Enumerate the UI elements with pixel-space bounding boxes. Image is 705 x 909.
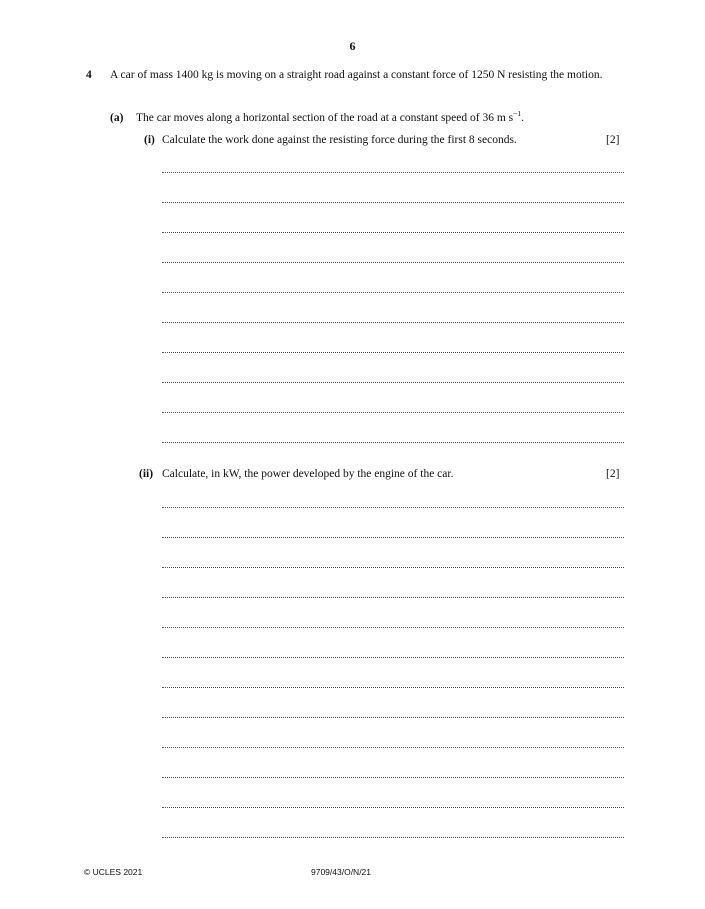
answer-line[interactable] [162,657,624,658]
answer-line[interactable] [162,412,624,413]
answer-line[interactable] [162,382,624,383]
sub-part-ii-marks: [2] [606,468,620,480]
answer-line[interactable] [162,777,624,778]
answer-line[interactable] [162,687,624,688]
answer-line[interactable] [162,352,624,353]
answer-line[interactable] [162,172,624,173]
part-a-text-end: . [521,112,525,124]
part-a-label: (a) [110,112,124,124]
part-a-text-main: The car moves along a horizontal section of the road at a constant speed of 36 m s [136,112,514,124]
answer-line[interactable] [162,507,624,508]
sub-part-i-label: (i) [144,134,155,146]
answer-line[interactable] [162,627,624,628]
answer-line[interactable] [162,567,624,568]
sub-part-i-text: Calculate the work done against the resisting force during the first 8 seconds. [162,134,517,146]
footer-copyright: © UCLES 2021 [84,867,143,877]
page-number: 6 [349,39,356,53]
part-a-text [136,109,525,124]
footer-paper-code: 9709/43/O/N/21 [311,867,372,877]
answer-line[interactable] [162,747,624,748]
sub-part-ii-label: (ii) [139,468,154,480]
answer-line[interactable] [162,232,624,233]
answer-line[interactable] [162,717,624,718]
answer-line[interactable] [162,322,624,323]
answer-line[interactable] [162,537,624,538]
answer-line[interactable] [162,292,624,293]
answer-line[interactable] [162,442,624,443]
answer-line[interactable] [162,597,624,598]
answer-line[interactable] [162,807,624,808]
answer-line[interactable] [162,262,624,263]
answer-line[interactable] [162,202,624,203]
question-text: A car of mass 1400 kg is moving on a straight road against a constant force of 1250 N resisting the motion. [110,69,603,81]
part-a-exponent: −1 [513,109,522,119]
question-number: 4 [86,69,92,81]
sub-part-ii-text: Calculate, in kW, the power developed by the engine of the car. [162,468,454,480]
sub-part-i-marks: [2] [606,134,620,146]
answer-line[interactable] [162,837,624,838]
